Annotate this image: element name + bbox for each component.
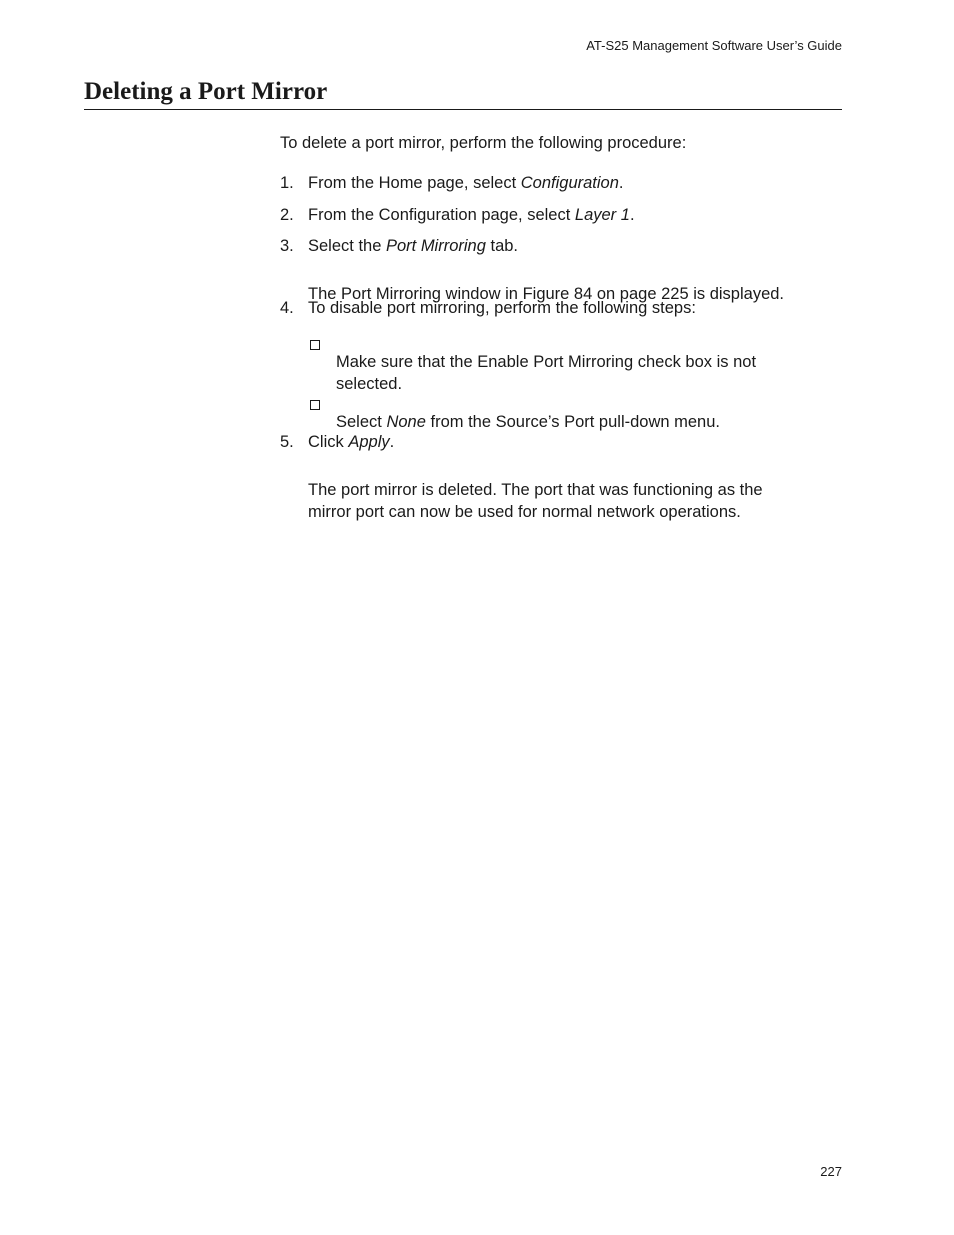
running-header: AT-S25 Management Software User’s Guide <box>586 38 842 53</box>
intro-paragraph: To delete a port mirror, perform the following procedure: <box>280 134 687 152</box>
step-note: The Port Mirroring window in Figure 84 on page 225 is displayed. <box>308 284 785 303</box>
ui-term: Layer 1 <box>574 206 630 224</box>
checkbox-bullet-icon <box>310 340 320 350</box>
step-text: From the Configuration page, select Layer 1. <box>308 206 635 224</box>
bullet-text: Select None from the Source’s Port pull-down menu. <box>336 412 720 431</box>
ui-term: Apply <box>348 433 390 451</box>
step-text: From the Home page, select Configuration. <box>308 174 624 192</box>
step-number: 3. <box>280 237 294 255</box>
step-number: 5. <box>280 433 294 451</box>
step-number: 4. <box>280 299 294 317</box>
ui-term: Port Mirroring <box>385 237 486 255</box>
ui-term: Configuration <box>520 174 619 192</box>
step-text: Select the Port Mirroring tab. <box>308 237 519 255</box>
section-title: Deleting a Port Mirror <box>84 78 328 105</box>
step-number: 2. <box>280 206 294 224</box>
step-text: Click Apply. <box>308 433 395 451</box>
bullet-text: Make sure that the Enable Port Mirroring check box is not selected. <box>336 352 757 393</box>
ui-term: None <box>386 412 426 431</box>
step-note: The port mirror is deleted. The port that was functioning as the mirror port can now be used for normal network operations. <box>308 480 763 521</box>
page-number: 227 <box>820 1164 842 1179</box>
title-rule <box>84 109 842 110</box>
checkbox-bullet-icon <box>310 400 320 410</box>
step-number: 1. <box>280 174 294 192</box>
step-text: To disable port mirroring, perform the following steps: <box>308 299 696 317</box>
